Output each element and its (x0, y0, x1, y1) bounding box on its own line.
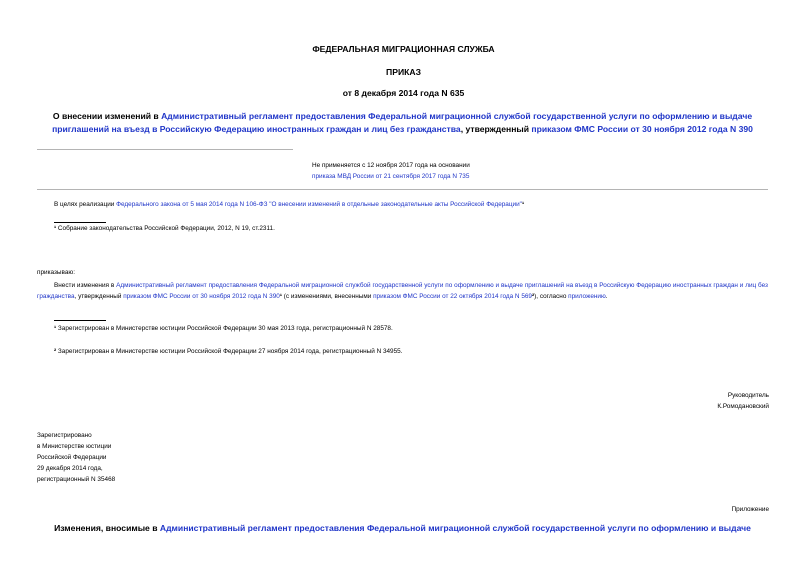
signature-position: Руководитель (727, 392, 769, 399)
order-569-link[interactable]: приказом ФМС России от 22 октября 2014 года N 569 (373, 293, 532, 300)
footnote-3-marker: ² (54, 348, 57, 355)
changes-regulation-link[interactable]: Административный регламент предоставления Федеральной миграционной службой государственной услуги по оформлению и выдаче (159, 523, 751, 533)
registration-line: регистрационный N 35468 (37, 476, 116, 483)
registration-line: Зарегистрировано (37, 432, 92, 439)
mvd-order-735-link[interactable]: приказа МВД России от 21 сентября 2017 года N 735 (312, 173, 470, 180)
footnote-1 (54, 223, 754, 234)
order-footnote-marker-2: ² (532, 293, 535, 300)
document-type-heading: ПРИКАЗ (386, 67, 421, 77)
changes-title (30, 522, 775, 535)
footnote-3 (54, 346, 754, 357)
footnote-marker: ¹ (521, 201, 525, 208)
footnote-2 (54, 323, 754, 334)
appendix-link[interactable]: приложению (568, 293, 606, 300)
document-date-number: от 8 декабря 2014 года N 635 (342, 88, 465, 98)
order-footnote-marker-1: ¹ (279, 293, 282, 300)
order-regulation-link[interactable]: Административный регламент предоставления Федеральной миграционной службой государственной услуги по оформлению и выдаче приглашений на въезд в Российскую Федерацию иностранных граждан и лиц без гражданства (37, 282, 768, 300)
status-note-text: Не применяется с 12 ноября 2017 года на основании (312, 162, 470, 169)
order-prefix: Внести изменения в (54, 282, 117, 289)
order-390-link-2[interactable]: приказом ФМС России от 30 ноября 2012 года N 390 (123, 293, 280, 300)
intro-paragraph (54, 199, 768, 210)
order-end: . (605, 293, 608, 300)
order-word: приказываю: (37, 269, 75, 276)
title-prefix: О внесении изменений в (52, 111, 162, 121)
title-middle: , утвержденный (460, 124, 532, 134)
intro-prefix: В целях реализации (54, 201, 117, 208)
registration-block (37, 430, 115, 485)
order-390-link[interactable]: приказом ФМС России от 30 ноября 2012 года N 390 (531, 124, 753, 134)
footnote-2-text: Зарегистрирован в Министерстве юстиции Российской Федерации 30 мая 2013 года, регистрационный N 28578. (57, 325, 393, 332)
footnote-2-marker: ¹ (54, 325, 57, 332)
order-mid-1: , утвержденный (74, 293, 124, 300)
signature-block (717, 390, 769, 412)
footnote-3-text: Зарегистрирован в Министерстве юстиции Российской Федерации 27 ноября 2014 года, регистрационный N 34955. (57, 348, 403, 355)
registration-line: в Министерстве юстиции (37, 443, 112, 450)
footnote-divider-2 (54, 320, 106, 321)
federal-law-106-link[interactable]: Федерального закона от 5 мая 2014 года N 106-ФЗ "О внесении изменений в отдельные законодательные акты Российской Федерации" (116, 201, 522, 208)
agency-heading: ФЕДЕРАЛЬНАЯ МИГРАЦИОННАЯ СЛУЖБА (312, 44, 495, 54)
title-divider (37, 149, 293, 150)
regulation-link[interactable]: Административный регламент предоставления Федеральной миграционной службой государственной услуги по оформлению и выдаче приглашений на въезд в Российскую Федерацию иностранных граждан и лиц без гражданства (52, 111, 753, 134)
status-note (304, 160, 612, 182)
order-mid-3: ), согласно (534, 293, 569, 300)
order-mid-2: (с изменениями, внесенными (281, 293, 374, 300)
order-paragraph (37, 280, 768, 302)
footnote-1-text: Собрание законодательства Российской Федерации, 2012, N 19, ст.2311. (57, 225, 275, 232)
registration-line: Российской Федерации (37, 454, 107, 461)
status-divider (37, 189, 768, 190)
footnote-1-marker: ¹ (54, 225, 57, 232)
registration-line: 29 декабря 2014 года, (37, 465, 103, 472)
changes-title-prefix: Изменения, вносимые в (54, 523, 160, 533)
appendix-label: Приложение (731, 506, 769, 513)
signature-name: К.Ромодановский (717, 403, 769, 410)
document-title (30, 110, 775, 136)
